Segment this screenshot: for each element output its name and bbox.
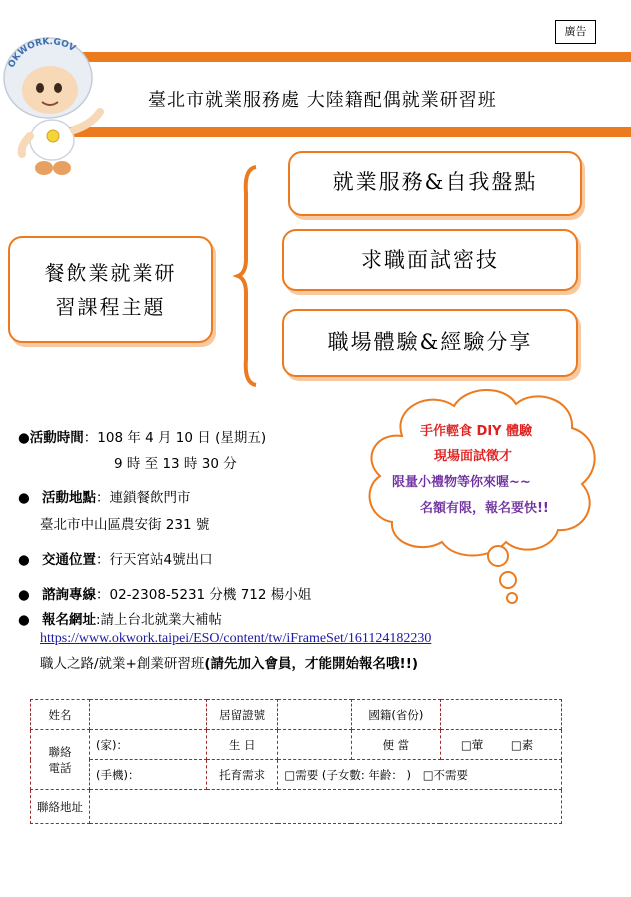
event-place-label: 活動地點 [42, 490, 96, 506]
table-row [31, 700, 562, 730]
table-row [31, 730, 562, 760]
hotline-value: ：02-2308-5231 分機 712 楊小姐 [96, 587, 312, 603]
promo-line-3: 限量小禮物等你來喔~~ [392, 475, 531, 490]
course-topic-line2: 習課程主題 [55, 295, 166, 319]
okwork-mascot-logo [0, 28, 112, 180]
event-address: 臺北市中山區農安街 231 號 [40, 517, 210, 533]
residence-field[interactable] [278, 700, 351, 730]
mascot-badge-text: OKWORK.GOV [6, 36, 77, 70]
event-transport [18, 548, 213, 568]
topic-item-3: 職場體驗&經驗分享 [282, 309, 578, 377]
childcare-no-need-checkbox[interactable]: □不需要 [422, 767, 469, 782]
signup-value: :請上台北就業大補帖 [96, 612, 223, 628]
table-row [31, 790, 562, 824]
course-topic-heading [8, 236, 213, 343]
registration-form [30, 699, 562, 824]
address-field[interactable] [90, 790, 562, 824]
mobile-phone-label: (手機)： [96, 767, 140, 782]
mobile-phone-field[interactable] [90, 760, 207, 790]
childcare-need-checkbox[interactable]: □需要 (子女數: 年齡： ) [284, 767, 412, 782]
lunch-options [440, 730, 561, 760]
bullet-icon: ● [18, 587, 30, 603]
birthday-label: 生 日 [206, 730, 277, 760]
event-time [18, 426, 266, 446]
signup-url-line [18, 630, 431, 647]
transport-label: 交通位置 [42, 552, 96, 568]
course-topic-line1: 餐飲業就業研 [44, 261, 177, 285]
event-signup [18, 608, 222, 628]
lunch-label: 便 當 [351, 730, 440, 760]
promo-line-1: 手作輕食 DIY 體驗 [420, 424, 533, 439]
phone-label-line2: 電話 [48, 760, 72, 775]
bullet-icon: ● [18, 430, 30, 446]
header-bottom-bar [40, 127, 631, 137]
home-phone-field[interactable] [90, 730, 207, 760]
transport-value: ：行天宮站4號出口 [96, 552, 213, 568]
event-time-range: 9 時 至 13 時 30 分 [114, 456, 237, 472]
event-place [18, 486, 191, 506]
signup-path: 職人之路/就業+創業研習班 [40, 656, 205, 672]
bullet-icon: ● [18, 490, 30, 506]
ad-label: 廣告 [555, 20, 596, 44]
childcare-options [278, 760, 562, 790]
address-label: 聯絡地址 [31, 790, 90, 824]
phone-label-line1: 聯絡 [48, 744, 72, 759]
childcare-label: 托育需求 [206, 760, 277, 790]
event-place-value: ：連鎖餐飲門市 [96, 490, 191, 506]
promo-cloud [362, 384, 602, 606]
signup-path-line [18, 652, 418, 672]
residence-label: 居留證號 [206, 700, 277, 730]
bullet-icon: ● [18, 612, 30, 628]
veg-checkbox[interactable]: □素 [510, 737, 534, 752]
phone-label [31, 730, 90, 790]
bullet-icon: ● [18, 552, 30, 568]
promo-line-2: 現場面試徵才 [434, 449, 513, 464]
hotline-label: 諮詢專線 [42, 587, 96, 603]
header-top-bar [40, 52, 631, 62]
name-field[interactable] [90, 700, 207, 730]
table-row [31, 760, 562, 790]
event-time-value: ：108 年 4 月 10 日 (星期五) [83, 430, 267, 446]
signup-label: 報名網址 [42, 612, 96, 628]
name-label: 姓名 [31, 700, 90, 730]
event-hotline [18, 583, 311, 603]
nationality-label: 國籍(省份) [351, 700, 440, 730]
home-phone-label: (家)： [96, 737, 128, 752]
promo-line-4: 名額有限，報名要快!! [420, 501, 549, 516]
topic-item-1: 就業服務&自我盤點 [288, 151, 582, 216]
meat-checkbox[interactable]: □葷 [460, 737, 484, 752]
birthday-field[interactable] [278, 730, 351, 760]
nationality-field[interactable] [440, 700, 561, 730]
page-title: 臺北市就業服務處 大陸籍配偶就業研習班 [148, 90, 497, 111]
topic-item-2: 求職面試密技 [282, 229, 578, 291]
topic-brace [232, 163, 262, 389]
signup-note: (請先加入會員，才能開始報名哦!!) [204, 656, 419, 672]
event-time-label: 活動時間 [29, 430, 84, 446]
signup-link[interactable]: https://www.okwork.taipei/ESO/content/tw/iFrameSet/161124182230 [40, 631, 432, 646]
